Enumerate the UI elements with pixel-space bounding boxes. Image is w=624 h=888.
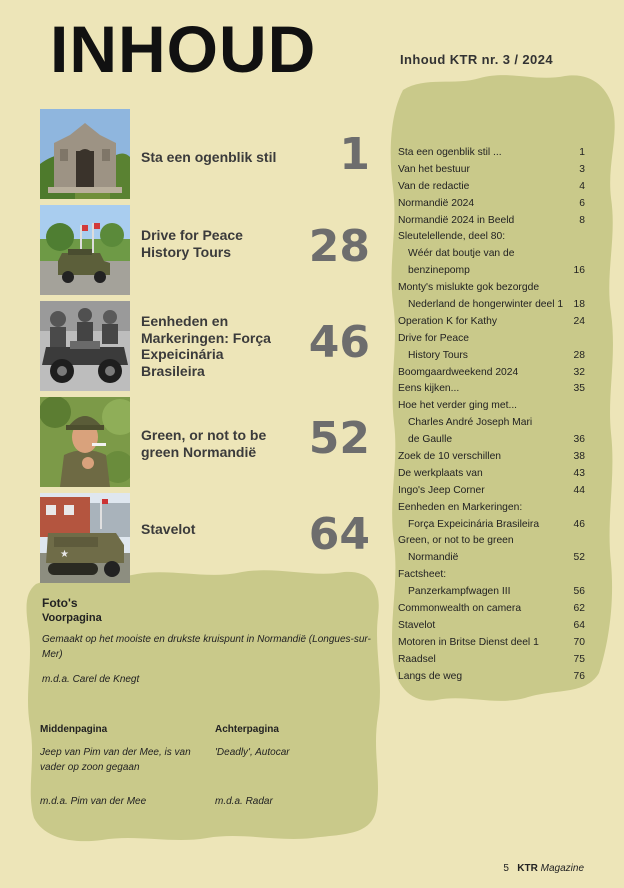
featured-item-1[interactable]	[40, 109, 370, 199]
toc-entry[interactable]	[398, 297, 585, 314]
featured-title-1: Sta een ogenblik stil	[141, 149, 277, 165]
toc-entry[interactable]	[398, 618, 585, 635]
jeep-soldiers-photo	[40, 301, 130, 391]
toc-entry-title: Panzerkampfwagen III	[408, 586, 511, 598]
toc-entry-page: 62	[573, 603, 585, 615]
achterpagina-caption: 'Deadly', Autocar	[215, 747, 290, 758]
toc-entry-page: 1	[579, 147, 585, 158]
toc-entry-title: Green, or not to be green	[398, 535, 514, 547]
toc-entry-title: Wéér dat boutje van de	[408, 248, 515, 260]
toc-entry-title: Operation K for Kathy	[398, 315, 498, 327]
featured-title-4: Green, or not to be green Normandië	[141, 427, 267, 460]
toc-entry[interactable]	[398, 533, 585, 550]
toc-entry-page: 43	[573, 467, 585, 479]
middenpagina-credit: m.d.a. Pim van der Mee	[40, 796, 147, 807]
toc-entry-page: 18	[573, 299, 585, 311]
toc-entry[interactable]	[398, 550, 585, 567]
toc-entry[interactable]	[398, 196, 585, 213]
voorpagina-caption: Gemaakt op het mooiste en drukste kruispunt in Normandië (Longues-sur-Mer)	[42, 634, 371, 660]
issue-label: Inhoud KTR nr. 3 / 2024	[400, 52, 553, 67]
soldier-portrait-photo	[40, 397, 130, 487]
military-convoy-photo	[40, 205, 130, 295]
toc-entry-page: 36	[573, 434, 585, 446]
toc-entry[interactable]	[398, 432, 585, 449]
toc-entry-page: 75	[573, 653, 585, 665]
toc-entry-page: 70	[573, 636, 585, 648]
achterpagina-label: Achterpagina	[215, 724, 279, 735]
toc-entry[interactable]	[398, 584, 585, 601]
halftrack-photo	[40, 493, 130, 583]
toc-entry-title: Zoek de 10 verschillen	[398, 451, 502, 463]
toc-entry-title: Ingo's Jeep Corner	[398, 484, 485, 496]
toc-entry[interactable]	[398, 500, 585, 517]
featured-page-3: 46	[308, 317, 370, 368]
toc-entry-page: 38	[573, 451, 585, 463]
toc-entry[interactable]	[398, 263, 585, 280]
toc-entry[interactable]	[398, 669, 585, 686]
toc-entry-title: Monty's mislukte gok bezorgde	[398, 282, 540, 294]
toc-entry[interactable]	[398, 517, 585, 534]
toc-entry[interactable]	[398, 348, 585, 365]
toc-entry[interactable]	[398, 145, 585, 162]
toc-entry[interactable]	[398, 314, 585, 331]
middenpagina-block	[40, 724, 210, 809]
toc-entry-page: 35	[573, 383, 585, 395]
toc-entry-page: 6	[579, 197, 585, 209]
toc-entry-title: Langs de weg	[398, 670, 463, 682]
table-of-contents	[398, 145, 585, 686]
fotos-heading: Foto's	[42, 596, 78, 610]
toc-entry-title: Van de redactie	[398, 180, 470, 192]
toc-entry-page: 4	[579, 180, 585, 192]
toc-entry-page: 46	[573, 518, 585, 530]
toc-entry[interactable]	[398, 415, 585, 432]
voorpagina-credit: m.d.a. Carel de Knegt	[42, 674, 140, 685]
toc-entry[interactable]	[398, 601, 585, 618]
toc-entry-title: Van het bestuur	[398, 163, 470, 175]
toc-entry[interactable]	[398, 567, 585, 584]
toc-entry[interactable]	[398, 652, 585, 669]
toc-entry-title: Nederland de hongerwinter deel 1	[408, 299, 564, 311]
page-number: 5	[503, 863, 509, 874]
toc-entry-title: Charles André Joseph Mari	[408, 417, 533, 429]
toc-entry[interactable]	[398, 398, 585, 415]
toc-entry-title: de Gaulle	[408, 434, 453, 446]
toc-entry-title: Eens kijken...	[398, 383, 460, 395]
toc-entry-title: De werkplaats van	[398, 467, 483, 479]
toc-entry-title: Commonwealth on camera	[398, 603, 522, 615]
toc-entry[interactable]	[398, 449, 585, 466]
middenpagina-caption: Jeep van Pim van der Mee, is van vader op zoon gegaan	[40, 747, 191, 773]
toc-entry-title: Sta een ogenblik stil ...	[398, 147, 502, 158]
footer-brand: KTR	[517, 863, 538, 874]
toc-entry-page: 76	[573, 670, 585, 682]
middenpagina-label: Middenpagina	[40, 724, 108, 735]
toc-entry-title: History Tours	[408, 349, 468, 361]
toc-entry-page: 44	[573, 484, 585, 496]
featured-title-2: Drive for Peace History Tours	[141, 227, 243, 260]
footer-magazine: Magazine	[540, 863, 584, 874]
fotos-section	[42, 596, 382, 687]
toc-entry-page: 28	[573, 349, 585, 361]
toc-entry-title: Drive for Peace	[398, 332, 469, 344]
page-footer	[503, 863, 584, 874]
achterpagina-block	[215, 724, 375, 809]
toc-entry-title: Força Expeicinária Brasileira	[408, 518, 540, 530]
stone-monument-photo	[40, 109, 130, 199]
featured-item-5[interactable]	[40, 493, 370, 583]
page-title: INHOUD	[50, 12, 317, 86]
toc-entry-page: 56	[573, 586, 585, 598]
toc-entry-title: Normandië 2024	[398, 197, 475, 209]
featured-item-2[interactable]	[40, 205, 370, 295]
achterpagina-credit: m.d.a. Radar	[215, 796, 273, 807]
featured-page-5: 64	[308, 509, 370, 560]
toc-entry[interactable]	[398, 162, 585, 179]
toc-entry[interactable]	[398, 213, 585, 230]
featured-page-4: 52	[308, 413, 370, 464]
toc-entry[interactable]	[398, 466, 585, 483]
toc-entry-title: Motoren in Britse Dienst deel 1	[398, 636, 539, 648]
toc-entry-title: Hoe het verder ging met...	[398, 400, 518, 412]
toc-entry-page: 3	[579, 163, 585, 175]
svg-text:★: ★	[60, 549, 69, 560]
toc-entry[interactable]	[398, 246, 585, 263]
toc-entry[interactable]	[398, 280, 585, 297]
featured-page-1: 1	[339, 129, 370, 180]
featured-title-3: Eenheden en Markeringen: Força Expeicinária Brasileira	[141, 313, 271, 379]
toc-entry[interactable]	[398, 381, 585, 398]
featured-title-5: Stavelot	[141, 521, 196, 537]
toc-entry-title: Normandië 2024 in Beeld	[398, 214, 515, 226]
featured-item-4[interactable]	[40, 397, 370, 487]
toc-entry[interactable]	[398, 179, 585, 196]
toc-entry[interactable]	[398, 483, 585, 500]
toc-entry-title: Eenheden en Markeringen:	[398, 501, 523, 513]
toc-entry-title: Normandië	[408, 552, 459, 564]
toc-entry[interactable]	[398, 331, 585, 348]
toc-entry-title: Raadsel	[398, 653, 436, 665]
toc-entry-page: 52	[573, 552, 585, 564]
toc-entry-title: benzinepomp	[408, 265, 470, 277]
featured-item-3[interactable]	[40, 301, 370, 391]
toc-entry-page: 24	[573, 315, 585, 327]
toc-entry-page: 32	[573, 366, 585, 378]
featured-page-2: 28	[308, 221, 370, 272]
toc-entry-page: 16	[573, 265, 585, 277]
toc-entry-page: 64	[573, 619, 585, 631]
voorpagina-label: Voorpagina	[42, 612, 102, 624]
toc-entry[interactable]	[398, 229, 585, 246]
toc-entry-page: 8	[579, 214, 585, 226]
toc-entry-title: Factsheet:	[398, 569, 447, 581]
toc-entry-title: Stavelot	[398, 619, 436, 631]
toc-entry[interactable]	[398, 635, 585, 652]
toc-entry[interactable]	[398, 365, 585, 382]
toc-entry-title: Boomgaardweekend 2024	[398, 366, 519, 378]
toc-entry-title: Sleutelellende, deel 80:	[398, 231, 506, 243]
